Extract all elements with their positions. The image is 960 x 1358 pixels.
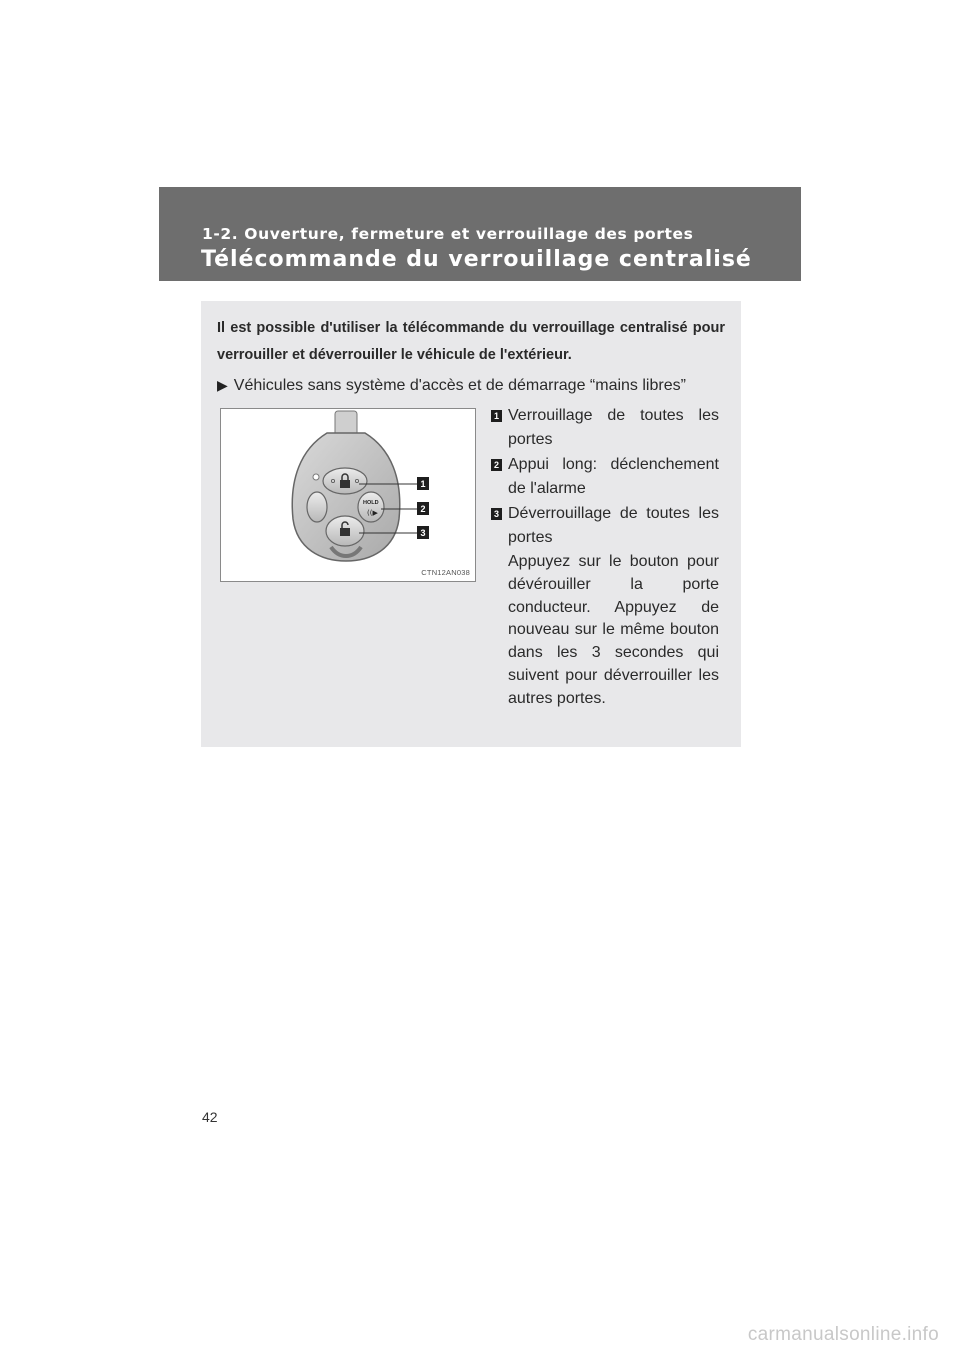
subheading-text: Véhicules sans système d'accès et de démarrage “mains libres” xyxy=(233,377,686,394)
hold-button xyxy=(358,492,384,522)
page-number: 42 xyxy=(202,1109,218,1125)
legend-list xyxy=(491,404,719,711)
legend-item xyxy=(491,404,719,451)
legend-number: 2 xyxy=(491,459,502,471)
legend-item xyxy=(491,502,719,549)
legend-text: Appui long: déclenchement de l'alarme xyxy=(508,456,719,497)
page-title: Télécommande du verrouillage centralisé xyxy=(201,247,752,272)
legend-text: Déverrouillage de toutes les portes xyxy=(508,505,719,546)
watermark: carmanualsonline.info xyxy=(747,1324,939,1345)
content-box xyxy=(201,301,741,747)
svg-text:2: 2 xyxy=(420,504,426,514)
legend-text: Verrouillage de toutes les portes xyxy=(508,407,719,448)
lock-icon xyxy=(340,480,350,488)
legend-number: 3 xyxy=(491,508,502,520)
unlock-icon xyxy=(340,528,350,536)
alarm-icon: ((▶ xyxy=(367,509,378,517)
svg-text:3: 3 xyxy=(420,528,426,538)
key-fob-figure xyxy=(220,408,476,582)
legend-number: 1 xyxy=(491,410,502,422)
side-button xyxy=(307,492,327,522)
section-header xyxy=(159,187,801,281)
figure-code: CTN12AN038 xyxy=(421,568,470,577)
unlock-note: Appuyez sur le bouton pour dévérouiller la porte conducteur. Appuyez de nouveau sur le même bouton dans les 3 secondes qui suivent pour déverrouiller les autres portes. xyxy=(508,553,719,707)
section-title: 1-2. Ouverture, fermeture et verrouillage des portes xyxy=(202,225,694,243)
legend-item xyxy=(491,453,719,500)
key-fob-illustration xyxy=(221,409,475,581)
subheading xyxy=(217,373,737,398)
hold-label: HOLD xyxy=(363,500,379,506)
led-indicator xyxy=(313,474,319,480)
svg-text:1: 1 xyxy=(420,479,426,489)
arrow-right-icon: ▶ xyxy=(217,377,228,393)
intro-text: Il est possible d'utiliser la télécommande du verrouillage centralisé pour verrouiller et déverrouiller le véhicule de l'extérieur. xyxy=(217,320,725,363)
